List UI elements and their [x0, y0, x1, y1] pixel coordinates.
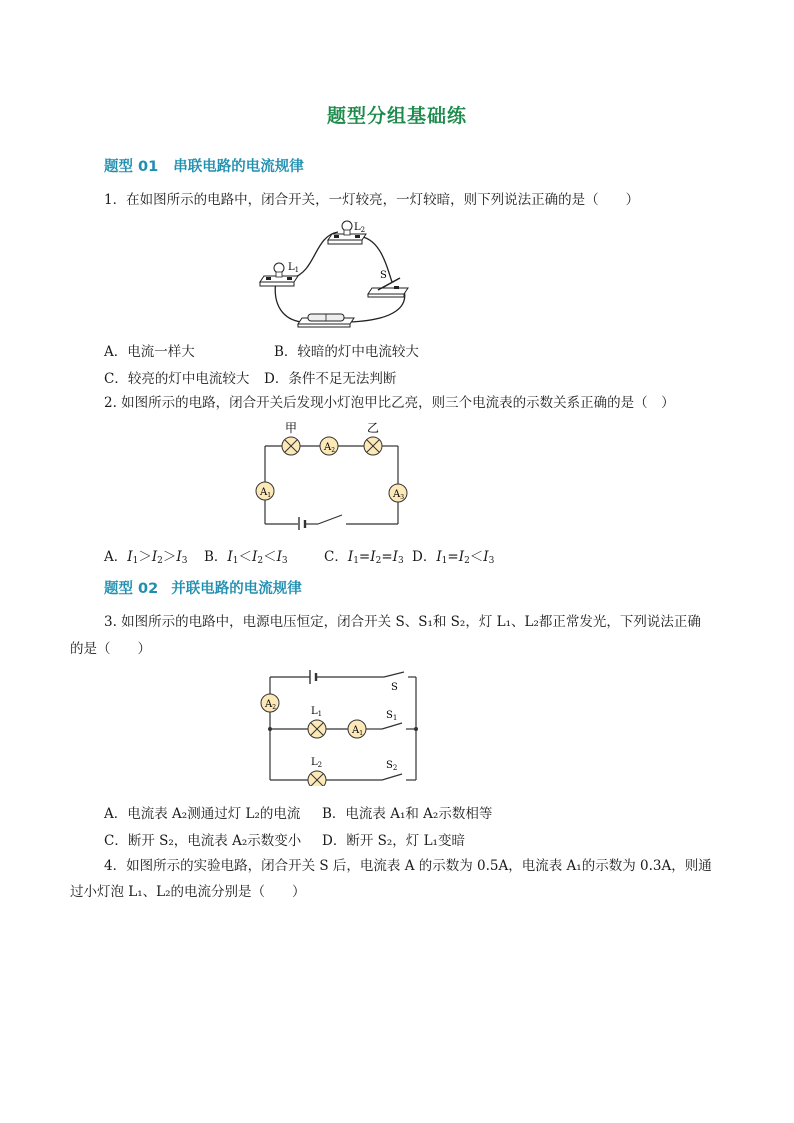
lamp-l1-icon — [308, 720, 326, 738]
ammeter-a1-icon — [348, 720, 366, 738]
svg-text:A1: $A_1$ — [260, 487, 272, 499]
question-1-option-d: D．条件不足无法判断 — [264, 371, 397, 387]
ammeter-a3-icon — [389, 484, 407, 502]
label-l2: $L_2$ — [311, 757, 323, 769]
battery-icon — [298, 314, 354, 327]
ammeter-a2-icon — [320, 437, 338, 455]
label-l2: $L_2$ — [354, 222, 366, 234]
section-heading-1 — [104, 155, 304, 176]
question-3-option-b: B．电流表 A₁和 A₂示数相等 — [322, 806, 493, 822]
question-1-circuit-figure — [254, 216, 414, 332]
label-l1: $L_1$ — [311, 706, 323, 718]
section-label: 题型 01 — [104, 159, 159, 175]
ammeter-a1-icon — [256, 482, 274, 500]
label-s: S — [391, 682, 398, 693]
question-3-circuit-figure — [256, 668, 422, 786]
question-2-stem: 2. 如图所示的电路，闭合开关后发现小灯泡甲比乙亮，则三个电流表的示数关系正确的是（ ） — [104, 395, 675, 411]
question-2-option-c: C．$I_1=I_2=I_3$ — [324, 549, 404, 566]
label-l1: $L_1$ — [288, 262, 300, 274]
question-4-stem-line-1: 4．如图所示的实验电路，闭合开关 S 后，电流表 A 的示数为 0.5A，电流表 A₁的示数为 0.3A，则通 — [104, 858, 712, 874]
lamp-jia-icon — [282, 437, 300, 455]
svg-text:A1: $A_1$ — [352, 725, 364, 737]
svg-text:A2: $A_2$ — [265, 699, 277, 711]
question-1-option-a: A．电流一样大 — [104, 344, 195, 360]
svg-text:A2: $A_2$ — [324, 442, 336, 454]
section-name: 并联电路的电流规律 — [171, 581, 302, 597]
label-s2: $S_2$ — [386, 760, 398, 772]
page-title: 题型分组基础练 — [326, 105, 467, 127]
section-label: 题型 02 — [104, 581, 159, 597]
label-s: S — [380, 270, 387, 281]
label-s1: $S_1$ — [386, 710, 398, 722]
question-3-option-c: C．断开 S₂，电流表 A₂示数变小 — [104, 833, 302, 849]
label-jia: 甲 — [285, 421, 298, 435]
lamp-yi-icon — [364, 437, 382, 455]
switch-icon — [368, 278, 408, 297]
question-4-stem-line-2: 过小灯泡 L₁、L₂的电流分别是（ ） — [70, 884, 306, 900]
question-2-option-a: A．$I_1>I_2>I_3$ — [104, 549, 188, 566]
question-3-stem-line-2: 的是（ ） — [70, 641, 151, 657]
question-1-stem: 1．在如图所示的电路中，闭合开关，一灯较亮，一灯较暗，则下列说法正确的是（ ） — [104, 192, 640, 208]
question-3-option-d: D．断开 S₂，灯 L₁变暗 — [322, 833, 465, 849]
question-1-option-c: C．较亮的灯中电流较大 — [104, 371, 250, 387]
question-3-stem-line-1: 3. 如图所示的电路中，电源电压恒定，闭合开关 S、S₁和 S₂，灯 L₁、L₂都正常发光，下列说法正确 — [104, 614, 701, 630]
question-1-option-b: B．较暗的灯中电流较大 — [274, 344, 419, 360]
question-2-option-d: D．$I_1=I_2<I_3$ — [412, 549, 495, 566]
section-heading-2 — [104, 577, 302, 598]
question-2-option-b: B．$I_1<I_2<I_3$ — [204, 549, 288, 566]
section-name: 串联电路的电流规律 — [173, 159, 304, 175]
ammeter-a2-icon — [261, 694, 279, 712]
lamp-l2-icon — [308, 771, 326, 786]
label-yi: 乙 — [367, 421, 380, 435]
question-2-circuit-figure — [252, 418, 412, 530]
question-3-option-a: A．电流表 A₂测通过灯 L₂的电流 — [104, 806, 301, 822]
svg-text:A3: $A_3$ — [393, 489, 405, 501]
